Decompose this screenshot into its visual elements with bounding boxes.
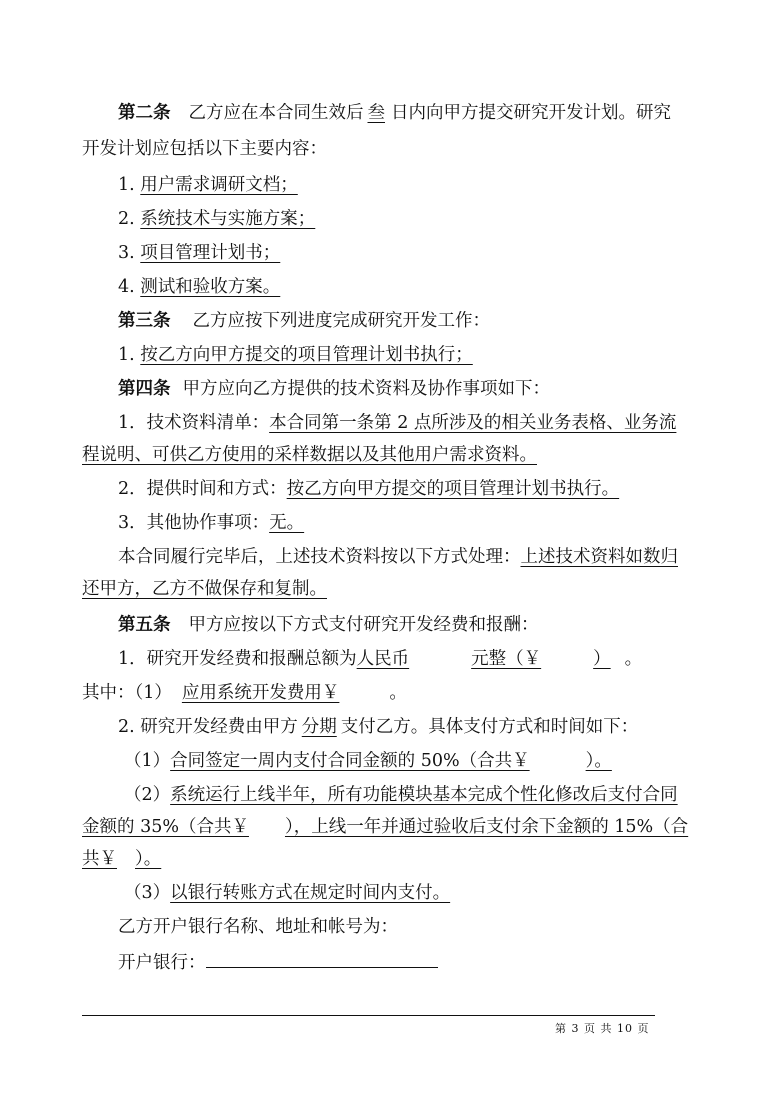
article-3-line: 第三条 乙方应按下列进度完成研究开发工作： bbox=[118, 311, 490, 331]
payment-item-2-cont-2: 共￥ ）。 bbox=[82, 849, 162, 869]
article-2-text-a: 乙方应在本合同生效后 bbox=[188, 103, 364, 123]
article-4-item-3: 3．其他协作事项：无。 bbox=[118, 513, 305, 533]
article-2-item-4: 4. 测试和验收方案。 bbox=[118, 277, 281, 297]
footer-rule bbox=[82, 1015, 655, 1016]
article-2-line-2: 开发计划应包括以下主要内容： bbox=[82, 139, 327, 159]
dev-fee-field: 应用系统开发费用￥ bbox=[181, 683, 340, 703]
article-2-days: 叁 bbox=[367, 103, 385, 123]
item-text: 系统技术与实施方案； bbox=[140, 209, 316, 229]
payment-item-2: （2）系统运行上线半年，所有功能模块基本完成个性化修改后支付合同 bbox=[124, 785, 678, 805]
payment-item-1: （1）合同签定一周内支付合同金额的 50%（合共￥ ）。 bbox=[124, 751, 612, 771]
item-text: 用户需求调研文档； bbox=[140, 175, 298, 195]
payment-item-3: （3）以银行转账方式在规定时间内支付。 bbox=[124, 883, 451, 903]
article-3-heading: 第三条 bbox=[118, 311, 171, 331]
article-4-item-1-cont: 程说明、可供乙方使用的采样数据以及其他用户需求资料。 bbox=[82, 445, 537, 465]
article-4-after-line-1: 本合同履行完毕后，上述技术资料按以下方式处理：上述技术资料如数归 bbox=[118, 547, 678, 567]
article-2-text-b: 日内向甲方提交研究开发计划。研究 bbox=[391, 103, 671, 123]
article-5-payment: 2. 研究开发经费由甲方 分期 支付乙方。具体支付方式和时间如下： bbox=[118, 717, 639, 737]
total-amount-field: 人民币 元整（￥ ） bbox=[356, 649, 611, 669]
bank-intro: 乙方开户银行名称、地址和帐号为： bbox=[118, 917, 398, 937]
article-2-heading: 第二条 bbox=[118, 103, 171, 123]
payment-item-2-cont-1: 金额的 35%（合共￥ ），上线一年并通过验收后支付余下金额的 15%（合 bbox=[82, 817, 689, 837]
article-5-total: 1．研究开发经费和报酬总额为人民币 元整（￥ ） 。 bbox=[118, 649, 643, 669]
article-4-line: 第四条 甲方应向乙方提供的技术资料及协作事项如下： bbox=[118, 379, 550, 399]
item-text: 按乙方向甲方提交的项目管理计划书执行； bbox=[140, 345, 473, 365]
item-text: 项目管理计划书； bbox=[140, 243, 281, 263]
article-3-item-1: 1. 按乙方向甲方提交的项目管理计划书执行； bbox=[118, 345, 473, 365]
article-5-breakdown: 其中：（1） 应用系统开发费用￥ 。 bbox=[82, 683, 407, 703]
article-5-heading: 第五条 bbox=[118, 615, 171, 635]
article-2-item-2: 2. 系统技术与实施方案； bbox=[118, 209, 316, 229]
article-4-item-1: 1．技术资料清单：本合同第一条第 2 点所涉及的相关业务表格、业务流 bbox=[118, 413, 677, 433]
item-text: 测试和验收方案。 bbox=[140, 277, 281, 297]
article-4-after-line-2: 还甲方，乙方不做保存和复制。 bbox=[82, 579, 327, 599]
installment-field: 分期 bbox=[301, 717, 337, 737]
article-2-item-3: 3. 项目管理计划书； bbox=[118, 243, 281, 263]
page-number: 第 3 页 共 10 页 bbox=[555, 1022, 650, 1035]
article-2-line-1 bbox=[118, 100, 733, 126]
article-4-item-2: 2．提供时间和方式：按乙方向甲方提交的项目管理计划书执行。 bbox=[118, 479, 620, 499]
article-4-heading: 第四条 bbox=[118, 379, 171, 399]
article-5-line: 第五条 甲方应按以下方式支付研究开发经费和报酬： bbox=[118, 615, 539, 635]
bank-line: 开户银行： bbox=[118, 948, 733, 976]
article-2-item-1: 1. 用户需求调研文档； bbox=[118, 175, 298, 195]
bank-name-blank bbox=[206, 948, 438, 968]
